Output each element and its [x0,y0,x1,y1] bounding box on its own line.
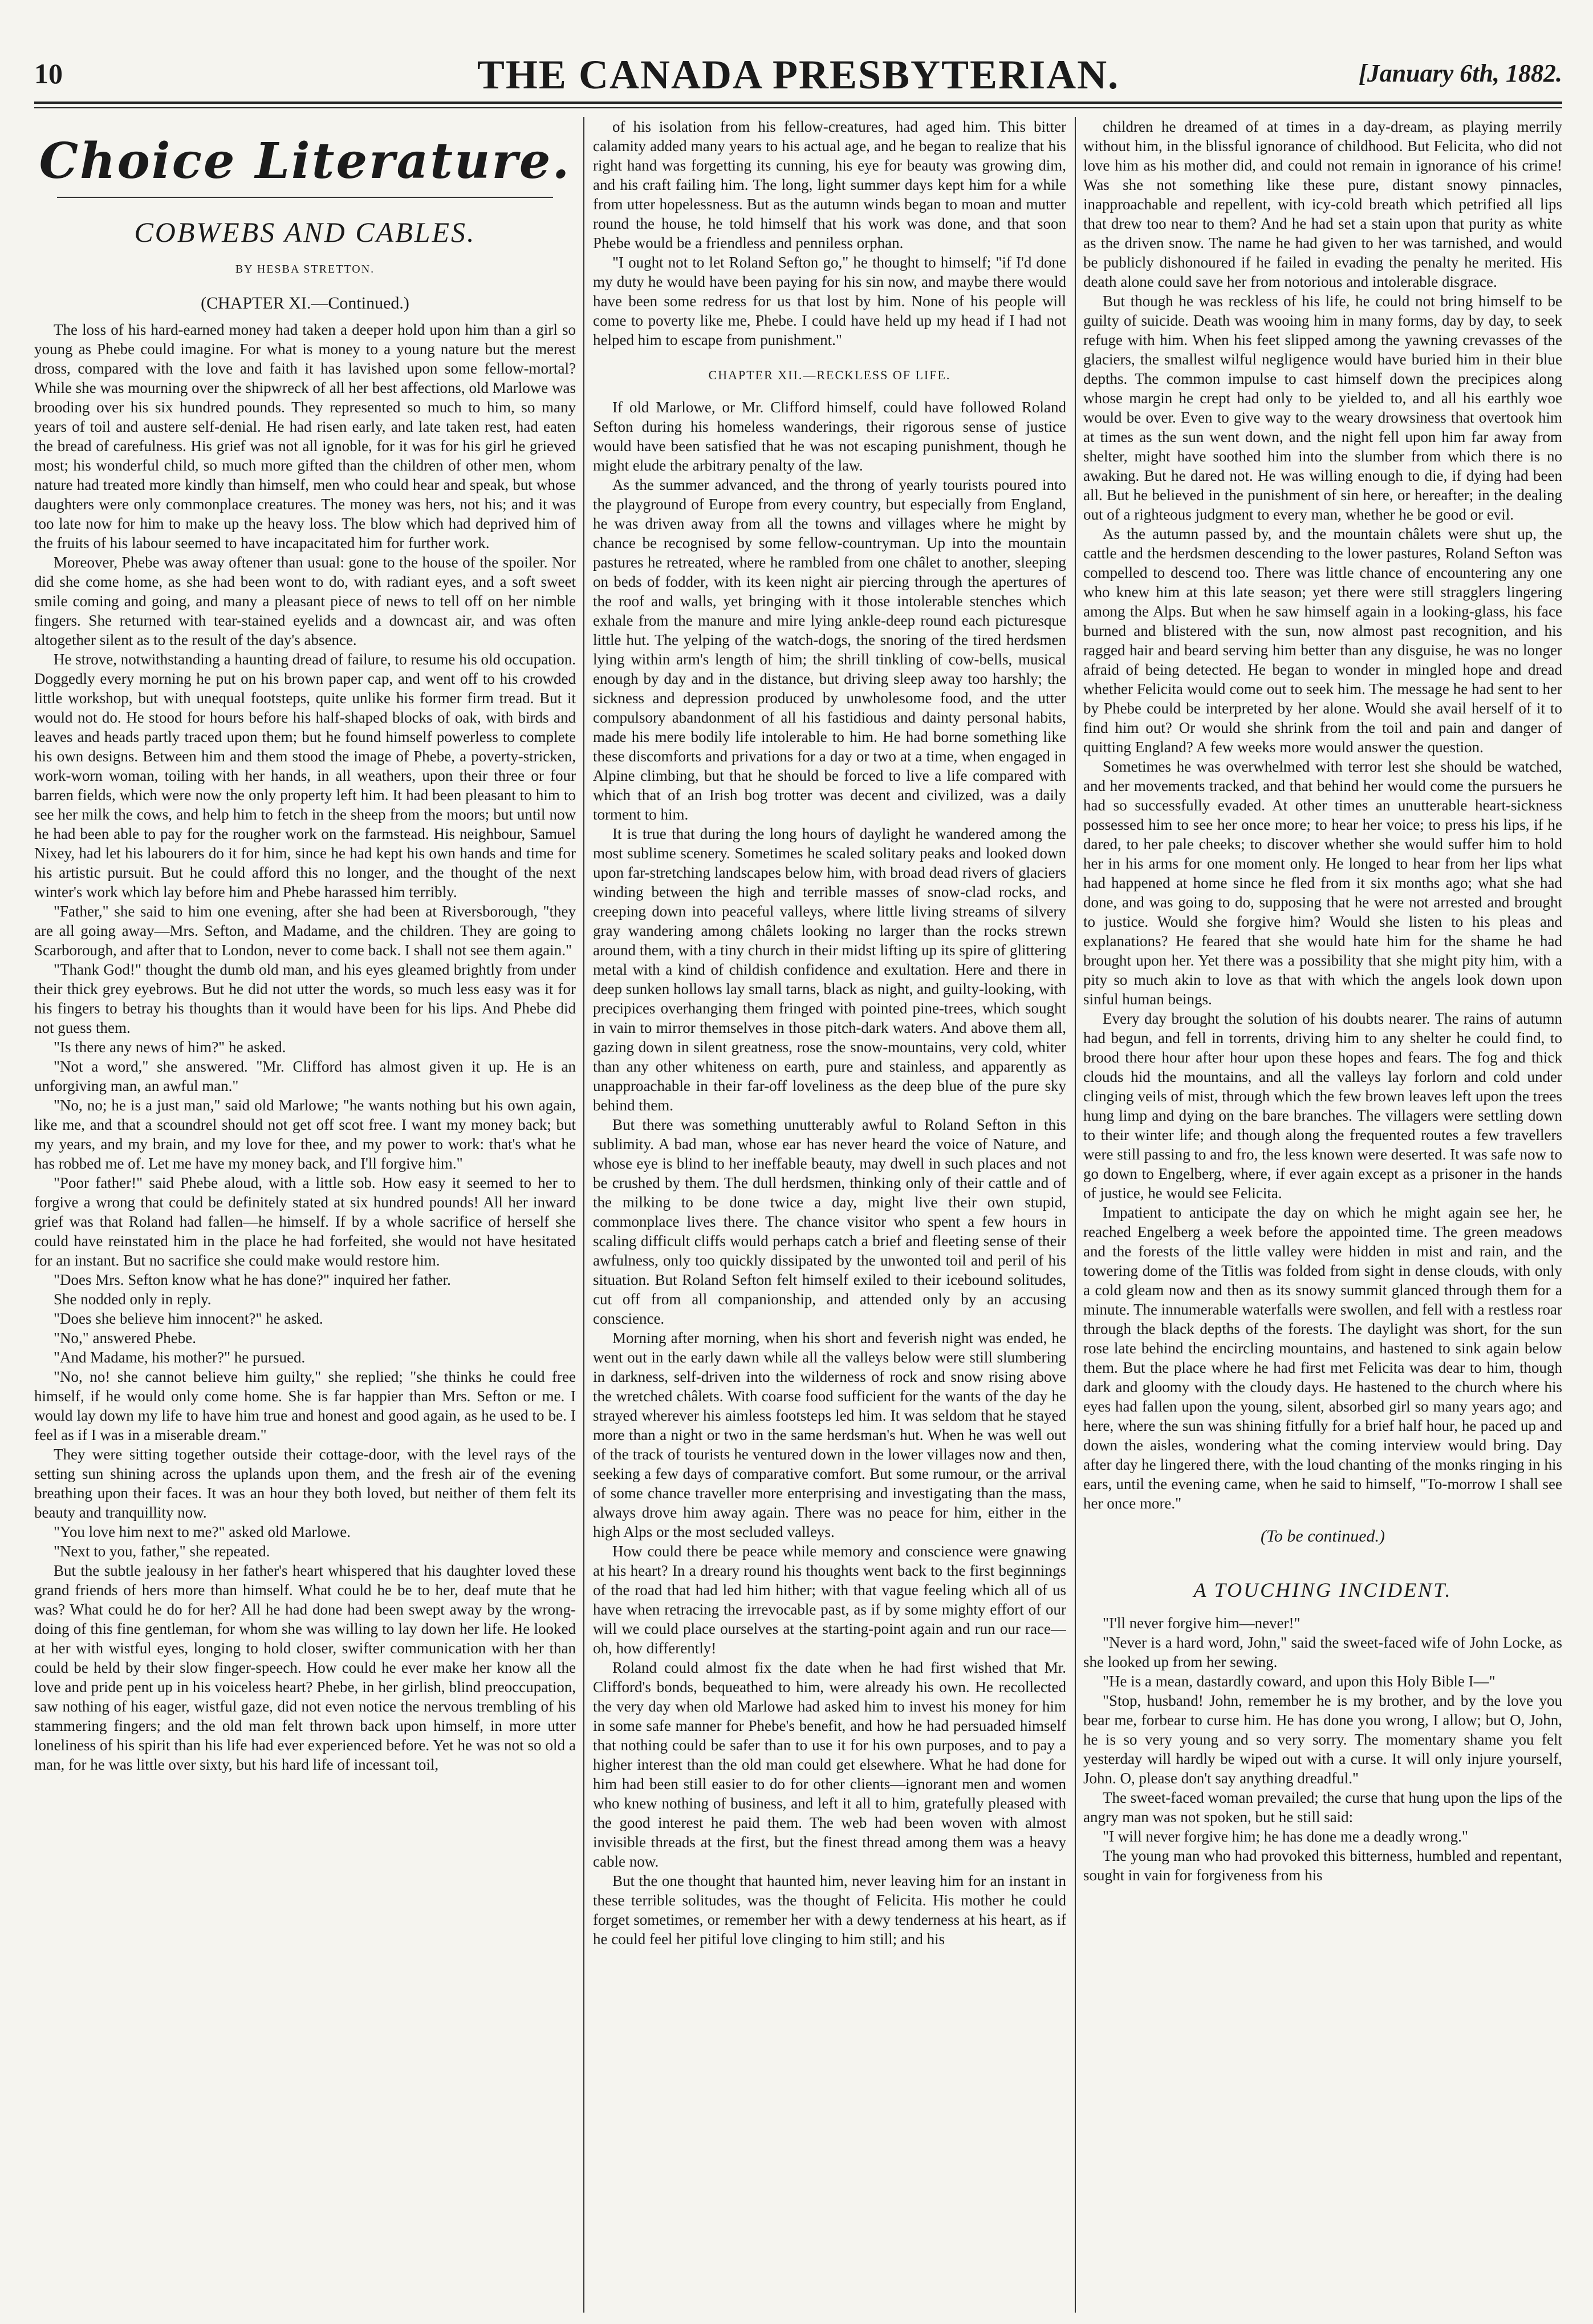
paragraph: The young man who had provoked this bitterness, humbled and repentant, sought in vain for forgiveness from his [1083,1847,1562,1884]
header-rule-thin [34,107,1562,108]
paragraph: The sweet-faced woman prevailed; the curse that hung upon the lips of the angry man was not spoken, but he still said: [1083,1789,1562,1826]
paragraph: But though he was reckless of his life, he could not bring himself to be guilty of suicide. Death was wooing him in many forms, day by day, to seek refuge with him. When his feet slipped among the yawning crevasses of the glaciers, the smallest wilful negligence would have buried him in their blue depths. The common impulse to cast himself down the precipices along whose margin he crept had only to be yielded to, and all his earthly woe would be over. Even to give way to the weary drowsiness that overtook him at times as the sun went down, and the night fell upon him far away from shelter, might have soothed him into the slumber from which there is no awaking. But he dared not. He was willing enough to die, if dying had been all. But he believed in the punishment of sin here, or hereafter; in the dealing out of a righteous judgment to every man, whether he be good or evil. [1083,293,1562,523]
paragraph: "Next to you, father," she repeated. [54,1543,270,1560]
paragraph: Roland could almost fix the date when he had first wished that Mr. Clifford's bonds, bequeathed to him, were already his own. He recollected the very day when old Marlowe had asked him to invest his money for him in some safe manner for Phebe's benefit, and how he had persuaded himself that nothing could be safer than to use it for his own purposes, and to pay a higher interest than the old man could get elsewhere. What he had done for him had been still easier to do for other clients—ignorant men and women who knew nothing of business, and left it all to him, gratefully pleased with the good interest he paid them. The web had been woven with almost invisible threads at the first, but the finest thread among them was a heavy cable now. [593,1659,1066,1870]
paragraph: "And Madame, his mother?" he pursued. [54,1349,306,1366]
paragraph: "I'll never forgive him—never!" [1103,1615,1301,1632]
header-rule [34,102,1562,104]
paragraph: Morning after morning, when his short and feverish night was ended, he went out in the early dawn while all the valleys below were still slumbering in darkness, self-driven into the wilderness of rock and snow rising above the wretched châlets. With coarse food sufficient for the wants of the day he strayed wherever his aimless footsteps led him. It was seldom that he stayed more than a night or two in the same herdsman's hut. When he was well out of the track of tourists he ventured down in the lower villages now and then, seeking a few days of comparative comfort. But some rumour, or the arrival of some chance traveller more enterprising and investigating than the mass, always drove him away again. There was no peace for him, either in the high Alps or the most secluded valleys. [593,1329,1066,1540]
chapter-heading: (CHAPTER XI.—Continued.) [201,294,409,313]
section-title: Choice Literature. [39,132,571,190]
paragraph: The loss of his hard-earned money had taken a deeper hold upon him than a girl so young as Phebe could imagine. For what is money to a young nature but the merest dross, compared with the love and faith it has lavished upon some fellow-mortal? While she was mourning over the shipwreck of all her best affections, old Marlowe was brooding over his six hundred pounds. They represented so much to him, so many years of toil and austere self-denial. He had risen early, and late taken rest, had eaten the bread of carefulness. His grief was not all ignoble, for it was for his girl he grieved most; his wonderful child, so much more gifted than the children of other men, whom nature had treated more kindly than himself, men who could hear and speak, but whose daughters were only commonplace creatures. The money was hers, not his; and it was too late now for him to make up the heavy loss. The blow which had deprived him of the fruits of his labour seemed to have incapacitated him for further work. [34,321,576,551]
paragraph: Impatient to anticipate the day on which he might again see her, he reached Engelberg a week before the appointed time. The green meadows and the forests of the little valley were hidden in mist and rain, and the towering dome of the Titlis was folded from sight in dense clouds, with only a cold gleam now and then as its snowy summit glanced through them for a minute. The innumerable waterfalls were swollen, and fell with a restless roar through the black depths of the forests. The daylight was short, for the sun rose late behind the encircling mountains, and hastened to sink again below them. But the place where he had first met Felicita was dear to him, though dark and gloomy with the cloudy days. He hastened to the church where his eyes had fallen upon the young, silent, absorbed girl so many years ago; and here, where the sun was shining fitfully for a brief half hour, he paced up and down the aisles, wondering what the coming interview would bring. Day after day he lingered there, with the loud chanting of the monks ringing in his ears, until the evening came, when he said to himself, "To-morrow I shall see her once more." [1083,1204,1562,1512]
paragraph: "I ought not to let Roland Sefton go," he thought to himself; "if I'd done my duty he would have been paying for his sin now, and maybe there would have been some redress for us that lost by him. None of his people will come to poverty like me, Phebe. I could have held up my head if I had not helped him to escape from punishment." [593,254,1066,348]
column-separator [583,117,584,2313]
column-2-body [593,398,1066,1949]
paragraph: As the autumn passed by, and the mountain châlets were shut up, the cattle and the herdsmen descending to the lower pastures, Roland Sefton was compelled to descend too. There was little chance of encountering any one who knew him at this late season; yet there were still stragglers lingering among the Alps. But when he saw himself again in a looking-glass, his face burned and blistered with the sun, now almost past recognition, and his ragged hair and beard serving him better than any disguise, he was no longer afraid of being detected. He began to wonder in mingled hope and dread whether Felicita would come out to seek him. The message he had sent to her by Phebe could be interpreted by her alone. Would she avail herself of it to find him out? Or would she shrink from the toil and pain and danger of quitting England? A few weeks more would answer the question. [1083,525,1562,756]
paragraph: If old Marlowe, or Mr. Clifford himself, could have followed Roland Sefton during his homeless wanderings, their rigorous sense of justice would have been satisfied that he was not escaping punishment, though he might elude the arbitrary penalty of the law. [593,399,1066,474]
paragraph: "I will never forgive him; he has done me a deadly wrong." [1103,1828,1468,1845]
paragraph: "Father," she said to him one evening, after she had been at Riversborough, "they are all going away—Mrs. Sefton, and Madame, and the children. They are going to Scarborough, and after that to London, never to come back. I shall not see them again." [34,903,576,959]
article-title: A TOUCHING INCIDENT. [1193,1579,1452,1601]
column-3 [1083,117,1562,2313]
column-1 [34,117,576,2313]
title-rule [57,197,553,198]
paragraph: But the one thought that haunted him, never leaving him for an instant in these terrible solitudes, was the thought of Felicita. His mother he could forget sometimes, or remember her with a dewy tenderness at his heart, as if he could feel her pitiful love clinging to him still; and his [593,1872,1066,1948]
story-title: COBWEBS AND CABLES. [134,216,476,248]
paragraph: of his isolation from his fellow-creatures, had aged him. This bitter calamity added many years to his actual age, and he began to realize that his right hand was forgetting its cunning, his eye for beauty was growing dim, and his craft failing him. The long, light summer days kept him for a while from utter hopelessness. But as the autumn winds began to moan and mutter round the house, he told himself that his work was done, and that soon Phebe would be a friendless and penniless orphan. [593,118,1066,252]
paragraph: It is true that during the long hours of daylight he wandered among the most sublime scenery. Sometimes he scaled solitary peaks and looked down upon far-stretching landscapes below him, with broad dead rivers of glaciers winding between the high and terrible masses of snow-clad rocks, and creeping down into peaceful valleys, where little living streams of silvery gray wandering among châlets looking no larger than the rocks strewn around them, with a tiny church in their midst lifting up its spire of glittering metal with a kind of childish confidence and exultation. Here and there in deep sunken hollows lay small tarns, black as night, and guilty-looking, with precipices overhanging them fringed with pointed pine-trees, which sought in vain to mirror themselves in those pitch-dark waters. And above them all, gazing down in silent greatness, rose the snow-mountains, very cold, whiter than any other whiteness on earth, pure and stainless, and apparently as unapproachable in their far-off loveliness as the deep blue of the pure sky behind them. [593,825,1066,1114]
page-number: 10 [34,58,63,90]
column-3-body [1083,117,1562,1513]
paragraph: "Poor father!" said Phebe aloud, with a little sob. How easy it seemed to her to forgive a wrong that could be definitely stated at six hundred pounds! All her inward grief was that Roland had fallen—he himself. If by a whole sacrifice of herself she could have reinstated him in the place he had forfeited, she would not have hesitated for an instant. But no sacrifice she could make would restore him. [34,1174,576,1269]
issue-date: [January 6th, 1882. [1359,59,1562,87]
paragraph: How could there be peace while memory and conscience were gnawing at his heart? In a dreary round his thoughts went back to the first beginnings of the road that had led him hither; with that vague feeling which all of us have when retracing the irrevocable past, as if by some mighty effort of our will we could place ourselves at the starting-point again and run our race—oh, how differently! [593,1543,1066,1657]
paragraph: "You love him next to me?" asked old Marlowe. [54,1523,351,1540]
column-1-body [34,320,576,1774]
paragraph: "No, no; he is a just man," said old Marlowe; "he wants nothing but his own again, like me, and that a scoundrel should not get off scot free. I want my money back; but my years, and my brain, and my love for thee, and my power to work: that's what he has robbed me of. Let me have my money back, and I'll forgive him." [34,1097,576,1172]
paragraph: They were sitting together outside their cottage-door, with the level rays of the setting sun shining across the uplands upon them, and the fresh air of the evening breathing upon their faces. It was an hour they both loved, but neither of them felt its beauty and tranquillity now. [34,1446,576,1521]
to-be-continued: (To be continued.) [1260,1527,1385,1546]
column-2 [593,117,1066,2313]
paragraph: "Thank God!" thought the dumb old man, and his eyes gleamed brightly from under their thick grey eyebrows. But he did not utter the words, so much less easy was it for his fingers to betray his thoughts than it would have been for his lips. And Phebe did not guess them. [34,961,576,1036]
paragraph: Sometimes he was overwhelmed with terror lest she should be watched, and her movements tracked, and that behind her would come the pursuers he had so successfully evaded. At other times an unutterable heart-sickness possessed him to see her once more; to hear her voice; to press his lips, if he dared, to her pale cheeks; to discover whether she would suffer him to hold her in his arms for one moment only. He longed to hear from her lips what had happened at home since he fled from it six months ago; what she had done, and was going to do, supposing that he were not arrested and brought to justice. Would she forgive him? Would she listen to his pleas and explanations? He feared that she would hate him for the shame he had brought upon her. Yet there was a possibility that she might pity him, with a pity so much akin to love as that with which the angels look down upon sinful human beings. [1083,758,1562,1008]
column-2-body-top [593,117,1066,350]
paragraph: "No," answered Phebe. [54,1329,196,1346]
paragraph: "Does she believe him innocent?" he asked. [54,1310,323,1327]
paragraph: Moreover, Phebe was away oftener than usual: gone to the house of the spoiler. Nor did she come home, as she had been wont to do, with radiant eyes, and a soft sweet smile coming and going, and many a pleasant piece of news to tell off on her nimble fingers. She returned with tear-stained eyelids and a downcast air, and was often altogether silent as to the result of the day's absence. [34,554,576,648]
paragraph: "Is there any news of him?" he asked. [54,1039,286,1056]
paragraph: She nodded only in reply. [54,1291,212,1308]
paragraph: But the subtle jealousy in her father's heart whispered that his daughter loved these grand friends of hers more than himself. What could he be to her, deaf mute that he was? What could he do for her? All he had done had been swept away by the wrong-doing of this fine gentleman, for whom she was willing to lay down her life. He looked at her with wistful eyes, longing to hold closer, swifter communication with her than could be held by their slow finger-speech. How could he ever make her know all the love and pride pent up in his voiceless heart? Phebe, in her girlish, blind preoccupation, saw nothing of his eager, wistful gaze, did not even notice the nervous trembling of his stammering fingers; and the old man felt thrown back upon himself, in more utter loneliness of his spirit than his life had ever experienced before. Yet he was not so old a man, for he was little over sixty, but his hard life of incessant toil, [34,1562,576,1773]
paragraph: "Not a word," she answered. "Mr. Clifford has almost given it up. He is an unforgiving man, an awful man." [34,1058,576,1094]
chapter-heading: CHAPTER XII.—RECKLESS OF LIFE. [708,368,951,382]
page-header [34,48,1562,106]
publication-title: THE CANADA PRESBYTERIAN. [477,52,1120,98]
paragraph: children he dreamed of at times in a day-dream, as playing merrily without him, in the blissful ignorance of childhood. But Felicita, who did not love him as his mother did, and could not remain in ignorance of his crime! Was she not something like these pure, distant snowy pinnacles, inapproachable and repellent, with icy-cold breath which petrified all lips that drew too near to them? And he had set a stain upon that purity as white as the driven snow. The name he had given to her was tarnished, and would be publicly dishonoured if he failed in evading the penalty he merited. His death alone could save her from notorious and intolerable disgrace. [1083,118,1562,290]
byline: BY HESBA STRETTON. [235,263,375,275]
paragraph: "Does Mrs. Sefton know what he has done?" inquired her father. [54,1271,451,1288]
paragraph: "No, no! she cannot believe him guilty," she replied; "she thinks he could free himself, if he would only come home. She is far happier than Mrs. Sefton or me. I would lay down my life to have him true and honest and good again, as he used to be. I feel as if I was in a miserable dream." [34,1368,576,1443]
paragraph: "Stop, husband! John, remember he is my brother, and by the love you bear me, forbear to curse him. He has done you wrong, I allow; but O, John, he is so very young and so very sorry. The momentary shame you felt yesterday will hardly be wiped out with a curse. It will only injure yourself, John. O, please don't say anything dreadful." [1083,1692,1562,1787]
paragraph: As the summer advanced, and the throng of yearly tourists poured into the playground of Europe from every country, but especially from England, he was driven away from all the towns and villages where he might by chance be recognised by some fellow-countryman. Up into the mountain pastures he retreated, where he rambled from one châlet to another, sleeping on beds of fodder, with its keen night air piercing through the apertures of the roof and walls, yet bringing with it those intolerable stenches which exhale from the manure and mire lying ankle-deep round each picturesque little hut. The yelping of the watch-dogs, the snoring of the tired herdsmen lying within arm's length of him; the shrill tinkling of cow-bells, musical enough by day and in the distance, but driving sleep away too harshly; the sickness and depression produced by unwholesome food, and the utter compulsory abandonment of all his fastidious and dainty personal habits, made his mere bodily life intolerable to him. He had borne something like these discomforts and privations for a day or two at a time, when engaged in Alpine climbing, but that he should be forced to live a life compared with which that of an Irish bog trotter was decent and civilized, was a daily torment to him. [593,476,1066,823]
paragraph: He strove, notwithstanding a haunting dread of failure, to resume his old occupation. Doggedly every morning he put on his brown paper cap, and went off to his crowded little workshop, but with unequal footsteps, quite unlike his former firm tread. But it would not do. He stood for hours before his half-shaped blocks of oak, with birds and leaves and heads partly traced upon them; but he found himself powerless to complete his own designs. Between him and them stood the image of Phebe, a poverty-stricken, work-worn woman, toiling with her hands, in all weathers, upon their three or four barren fields, which were now the only property left him. It had been pleasant to him to see her milk the cows, and help him to fetch in the sheep from the moors; but until now he had been able to pay for the rougher work on the farmstead. His neighbour, Samuel Nixey, had let his labourers do it for him, since he had kept his own hands and time for his artistic pursuit. But he could afford this no longer, and the thought of the next winter's work which lay before him and Phebe harassed him terribly. [34,651,576,901]
paragraph: "He is a mean, dastardly coward, and upon this Holy Bible I—" [1103,1673,1496,1690]
column-separator [1075,117,1076,2313]
paragraph: Every day brought the solution of his doubts nearer. The rains of autumn had begun, and fell in torrents, driving him to any shelter he could find, to brood there hour after hour upon these hopes and fears. The fog and thick clouds hid the mountains, and all the valleys lay forlorn and cold under clinging veils of mist, through which the few brown leaves left upon the trees hung limp and dying on the bare branches. The villagers were settling down to their winter life; and though along the frequented routes a few travellers were still passing to and fro, the less known were deserted. It was safe now to go down to Engelberg, where, if ever again except as a prisoner in the hands of justice, he would see Felicita. [1083,1010,1562,1202]
article-body [1083,1613,1562,1885]
paragraph: But there was something unutterably awful to Roland Sefton in this sublimity. A bad man, whose ear has never heard the voice of Nature, and whose eye is blind to her ineffable beauty, may dwell in such places and not be crushed by them. The dull herdsmen, thinking only of their cattle and of the milking to be done twice a day, might live their own stupid, commonplace lives there. The chance visitor who spent a few hours in scaling difficult cliffs would perhaps catch a brief and fleeting sense of their awfulness, only too quickly dissipated by the unwonted toil and peril of his situation. But Roland Sefton felt himself exiled to their icebound solitudes, cut off from all companionship, and attended only by an accusing conscience. [593,1116,1066,1327]
paragraph: "Never is a hard word, John," said the sweet-faced wife of John Locke, as she looked up from her sewing. [1083,1634,1562,1670]
